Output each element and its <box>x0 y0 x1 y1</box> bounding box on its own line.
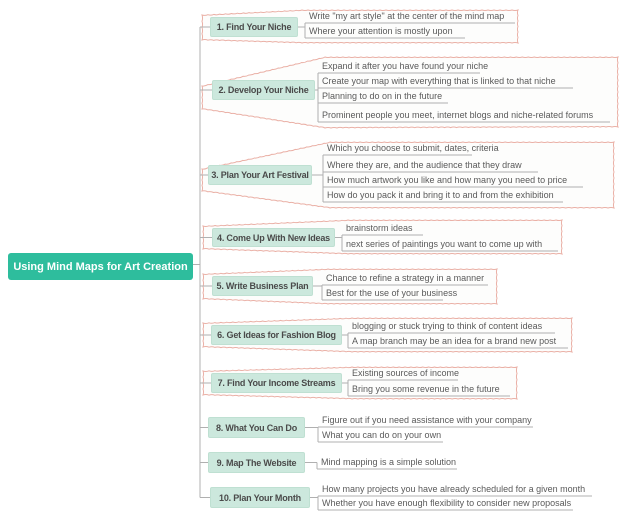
branch-6-sub-2[interactable]: A map branch may be an idea for a brand new post <box>352 336 557 346</box>
branch-7-sub-1[interactable]: Existing sources of income <box>352 368 460 378</box>
branch-4-sub-2[interactable]: next series of paintings you want to come up with <box>346 239 543 249</box>
branch-3-topic[interactable]: 3. Plan Your Art Festival <box>208 165 312 185</box>
branch-5-topic[interactable]: 5. Write Business Plan <box>212 276 313 296</box>
branch-1-sub-2[interactable]: Where your attention is mostly upon <box>309 26 453 36</box>
branch-2-sub-4[interactable]: Prominent people you meet, internet blogs and niche-related forums <box>322 110 594 120</box>
branch-8-topic[interactable]: 8. What You Can Do <box>208 417 305 438</box>
branch-3-sub-3[interactable]: How much artwork you like and how many you need to price <box>327 175 568 185</box>
branch-4-topic[interactable]: 4. Come Up With New Ideas <box>212 228 335 247</box>
branch-10-topic[interactable]: 10. Plan Your Month <box>210 487 310 508</box>
branch-3-sub-4[interactable]: How do you pack it and bring it to and from the exhibition <box>327 190 554 200</box>
branch-3-sub-1[interactable]: Which you choose to submit, dates, criteria <box>327 143 499 153</box>
branch-9-sub-1[interactable]: Mind mapping is a simple solution <box>321 457 457 467</box>
branch-6-sub-1[interactable]: blogging or stuck trying to think of content ideas <box>352 321 543 331</box>
branch-7-sub-2[interactable]: Bring you some revenue in the future <box>352 384 500 394</box>
branch-6-topic[interactable]: 6. Get Ideas for Fashion Blog <box>211 325 342 345</box>
branch-1-sub-1[interactable]: Write "my art style" at the center of the mind map <box>309 11 505 21</box>
branch-2-topic[interactable]: 2. Develop Your Niche <box>212 80 315 100</box>
branch-1-topic[interactable]: 1. Find Your Niche <box>210 17 298 37</box>
branch-2-sub-2[interactable]: Create your map with everything that is linked to that niche <box>322 76 556 86</box>
branch-8-sub-2[interactable]: What you can do on your own <box>322 430 442 440</box>
branch-7-topic[interactable]: 7. Find Your Income Streams <box>211 373 342 393</box>
branch-9-topic[interactable]: 9. Map The Website <box>208 452 305 473</box>
branch-8-sub-1[interactable]: Figure out if you need assistance with your company <box>322 415 532 425</box>
root-node[interactable]: Using Mind Maps for Art Creation <box>8 253 193 280</box>
branch-10-sub-2[interactable]: Whether you have enough flexibility to consider new proposals <box>322 498 572 508</box>
branch-2-sub-3[interactable]: Planning to do on in the future <box>322 91 443 101</box>
branch-2-sub-1[interactable]: Expand it after you have found your niche <box>322 61 489 71</box>
branch-10-sub-1[interactable]: How many projects you have already scheduled for a given month <box>322 484 586 494</box>
branch-5-sub-2[interactable]: Best for the use of your business <box>326 288 458 298</box>
branch-3-sub-2[interactable]: Where they are, and the audience that they draw <box>327 160 522 170</box>
branch-5-sub-1[interactable]: Chance to refine a strategy in a manner <box>326 273 485 283</box>
branch-4-sub-1[interactable]: brainstorm ideas <box>346 223 413 233</box>
